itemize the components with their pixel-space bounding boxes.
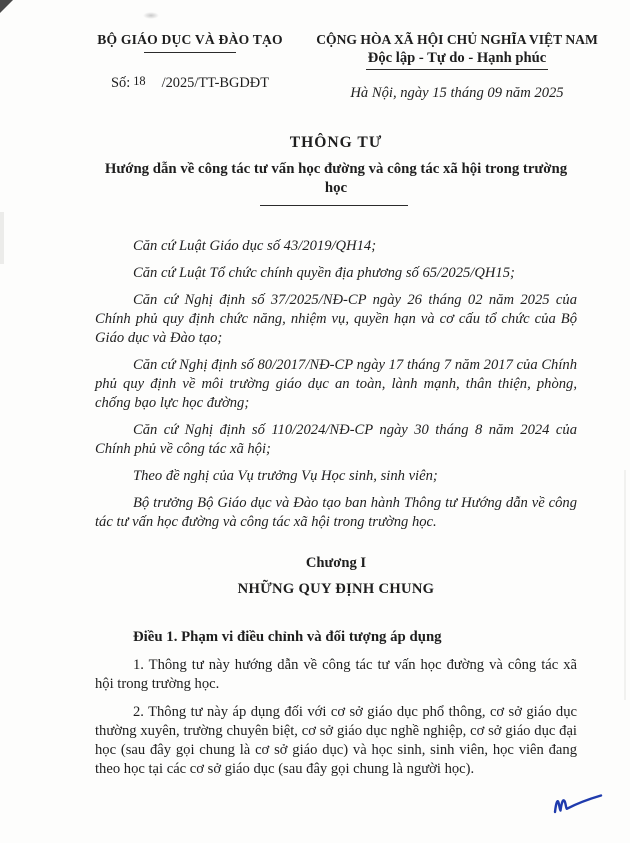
- national-header-block: [306, 32, 630, 102]
- agency-underline-divider: [144, 52, 236, 53]
- preamble-block: [95, 237, 577, 532]
- document-number-value: 18: [133, 74, 146, 88]
- document-number-line: [74, 74, 306, 92]
- preamble-paragraph: Căn cứ Nghị định số 80/2017/NĐ-CP ngày 17 tháng 7 năm 2017 của Chính phủ quy định về môi trường giáo dục an toàn, lành mạnh, thân thiện, phòng, chống bạo lực học đường;: [95, 357, 577, 411]
- article-clause: 2. Thông tư này áp dụng đối với cơ sở giáo dục phổ thông, cơ sở giáo dục thường xuyên, trường chuyên biệt, cơ sở giáo dục nghề nghiệp, cơ sở giáo dục đại học (sau đây gọi chung là cơ sở giáo dục) và học sinh, sinh viên, học viên đang theo học tại các cơ sở giáo dục (sau đây gọi chung là người học).: [95, 704, 577, 777]
- preamble-paragraph: Bộ trưởng Bộ Giáo dục và Đào tạo ban hành Thông tư Hướng dẫn về công tác tư vấn học đường và công tác xã hội trong trường học.: [95, 495, 577, 530]
- title-block: [95, 133, 577, 206]
- handwritten-initial-mark: [550, 791, 604, 817]
- document-type-title: THÔNG TƯ: [289, 134, 383, 151]
- preamble-paragraph: Theo đề nghị của Vụ trưởng Vụ Học sinh, sinh viên;: [133, 468, 438, 484]
- scan-smudge-artifact: [143, 12, 159, 19]
- document-number-label: Số:: [111, 75, 131, 91]
- place-and-date: Hà Nội, ngày 15 tháng 09 năm 2025: [350, 85, 564, 101]
- chapter-block: [95, 554, 577, 599]
- national-republic-title: CỘNG HÒA XÃ HỘI CHỦ NGHĨA VIỆT NAM: [316, 32, 598, 47]
- preamble-paragraph: Căn cứ Luật Tổ chức chính quyền địa phương số 65/2025/QH15;: [133, 265, 515, 281]
- issuing-agency-name: BỘ GIÁO DỤC VÀ ĐÀO TẠO: [97, 32, 283, 47]
- preamble-paragraph: Căn cứ Luật Giáo dục số 43/2019/QH14;: [133, 238, 377, 254]
- issuing-agency-block: [74, 32, 306, 102]
- chapter-title: NHỮNG QUY ĐỊNH CHUNG: [237, 581, 435, 597]
- article-heading: Điều 1. Phạm vi điều chỉnh và đối tượng áp dụng: [133, 629, 442, 645]
- scan-left-edge-artifact: [0, 212, 4, 264]
- document-number-suffix: /2025/TT-BGDĐT: [161, 75, 269, 91]
- national-motto: Độc lập - Tự do - Hạnh phúc: [366, 49, 548, 70]
- title-underline-divider: [260, 205, 408, 206]
- document-header: [0, 0, 630, 102]
- chapter-number: Chương I: [305, 555, 367, 571]
- document-title: Hướng dẫn về công tác tư vấn học đường và công tác xã hội trong trường học: [104, 161, 568, 196]
- preamble-paragraph: Căn cứ Nghị định số 37/2025/NĐ-CP ngày 26 tháng 02 năm 2025 của Chính phủ quy định chức năng, nhiệm vụ, quyền hạn và cơ cấu tổ chức của Bộ Giáo dục và Đào tạo;: [95, 292, 577, 346]
- national-motto-wrap: [306, 48, 608, 70]
- preamble-paragraph: Căn cứ Nghị định số 110/2024/NĐ-CP ngày 30 tháng 8 năm 2024 của Chính phủ về công tác xã hội;: [95, 422, 577, 457]
- article-clause: 1. Thông tư này hướng dẫn về công tác tư vấn học đường và công tác xã hội trong trường học.: [95, 657, 577, 692]
- scan-right-edge-artifact: [624, 470, 626, 700]
- document-body: [95, 133, 577, 779]
